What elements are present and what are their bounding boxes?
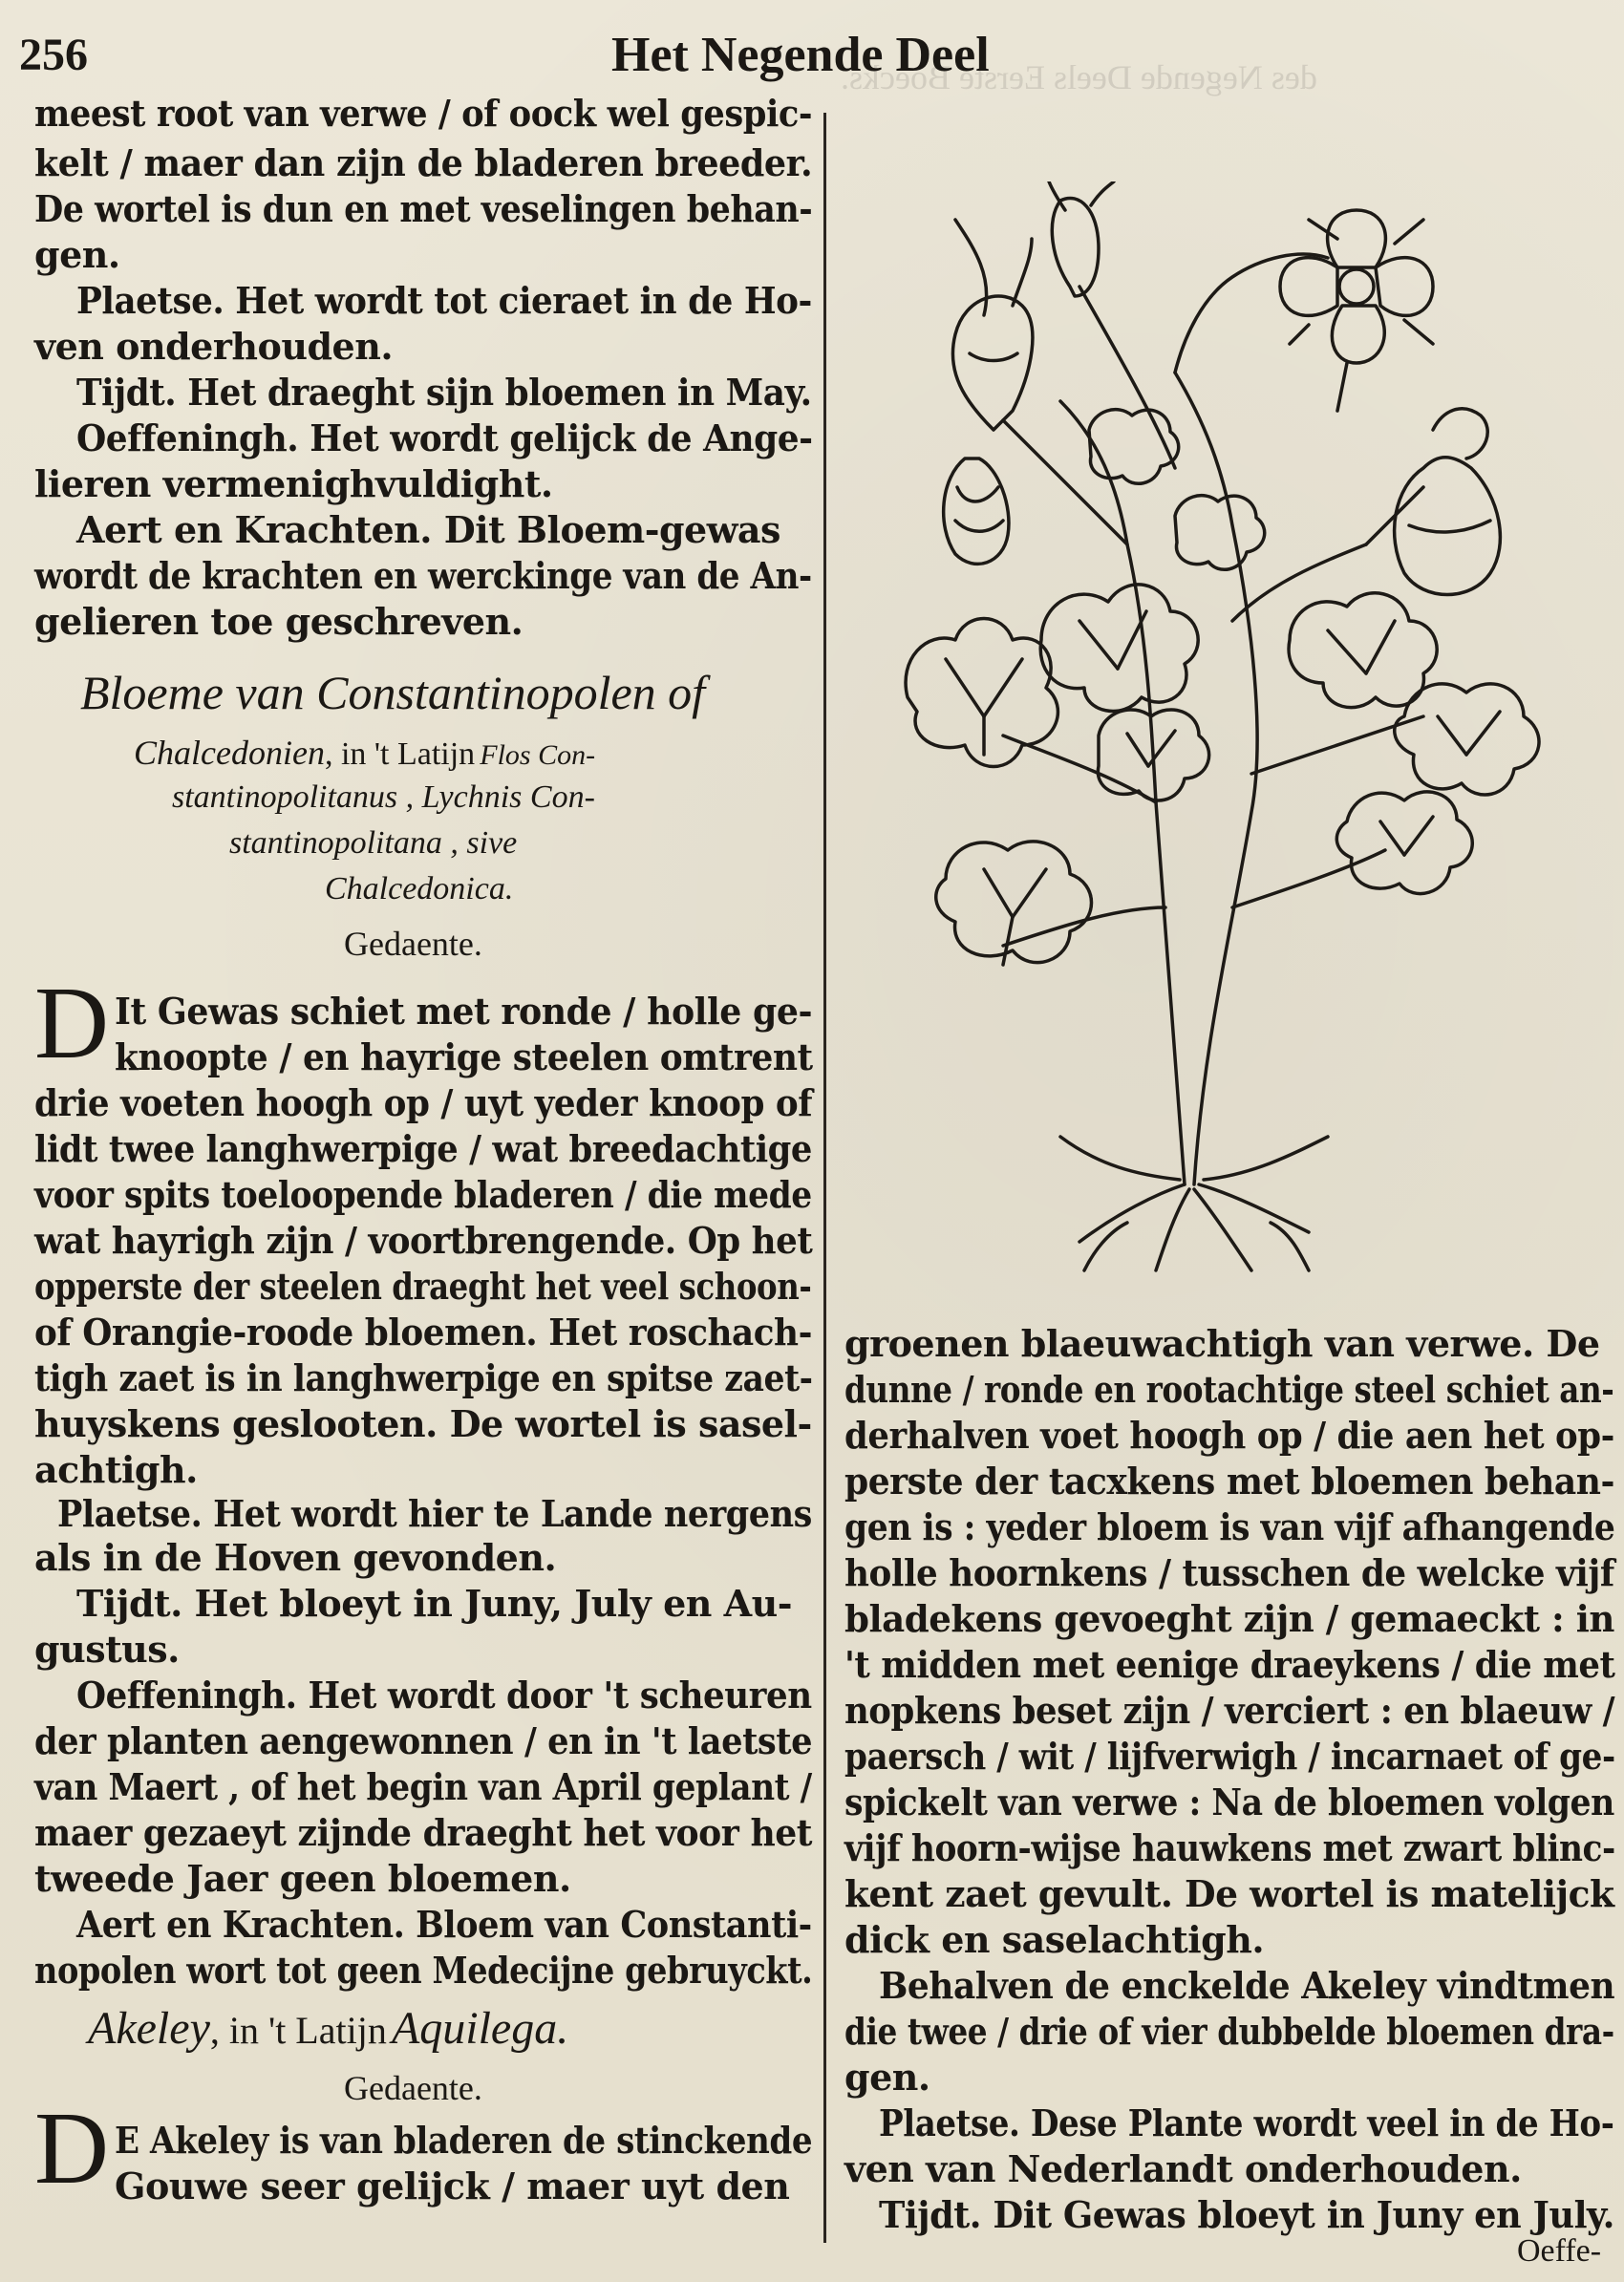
text-line: De wortel is dun en met veselingen behan- bbox=[34, 187, 813, 230]
text-line: Tijdt. Het bloeyt in Juny, July en Au- bbox=[76, 1582, 792, 1625]
text-line: lieren vermenighvuldight. bbox=[34, 462, 553, 505]
text-line: vijf hoorn-wijse hauwkens met zwart blinc- bbox=[844, 1826, 1615, 1869]
column-rule bbox=[823, 113, 826, 2243]
stem bbox=[1232, 544, 1366, 621]
text-line: ven van Nederlandt onderhouden. bbox=[844, 2147, 1522, 2190]
text-line: paersch / wit / lijfverwigh / incarnaet of ge- bbox=[844, 1735, 1615, 1778]
text-line: derhalven voet hoogh op / die aen het op- bbox=[844, 1414, 1614, 1457]
leaf-cluster bbox=[1336, 792, 1472, 894]
text-line: Plaetse. Dese Plante wordt veel in de Ho- bbox=[879, 2101, 1614, 2144]
text-line: Aert en Krachten. Dit Bloem-gewas bbox=[76, 508, 780, 551]
text-line: tigh zaet is in langhwerpige en spitse zaet- bbox=[34, 1356, 813, 1399]
text-line: huyskens geslooten. De wortel is sasel- bbox=[34, 1402, 812, 1445]
subheading: Gedaente. bbox=[344, 925, 482, 963]
text-line: nopkens beset zijn / verciert : en blaeuw / bbox=[844, 1689, 1615, 1732]
text-line: lidt twee langhwerpige / wat breedachtige bbox=[34, 1127, 812, 1170]
text-line: gustus. bbox=[34, 1628, 180, 1671]
stem bbox=[1175, 254, 1328, 373]
page-number: 256 bbox=[19, 30, 88, 80]
text-line: Plaetse. Het wordt tot cieraet in de Ho- bbox=[76, 279, 812, 322]
text-line: Tijdt. Het draeght sijn bloemen in May. bbox=[76, 371, 812, 414]
heading-text: Chalcedonien bbox=[134, 734, 325, 772]
text-line: nopolen wort tot geen Medecijne gebruyckt. bbox=[34, 1949, 813, 1992]
text-line: bladekens gevoeght zijn / gemaeckt : in bbox=[844, 1597, 1614, 1640]
text-line: holle hoornkens / tusschen de welcke vijf bbox=[844, 1551, 1614, 1594]
text-line: kent zaet gevult. De wortel is matelijck bbox=[844, 1872, 1614, 1915]
text-line: die twee / drie of vier dubbelde bloemen dra- bbox=[844, 2010, 1614, 2053]
section-heading bbox=[88, 2003, 569, 2054]
text-line: voor spits toeloopende bladeren / die mede bbox=[34, 1173, 812, 1216]
heading-line bbox=[134, 736, 595, 771]
text-line: E Akeley is van bladeren de stinckende bbox=[115, 2119, 813, 2162]
leaf-cluster bbox=[1289, 593, 1437, 708]
text-line: perste der tacxkens met bloemen behan- bbox=[844, 1460, 1614, 1503]
text-line: der planten aengewonnen / en in 't laetste bbox=[34, 1719, 813, 1762]
text-line: dick en saselachtigh. bbox=[844, 1918, 1265, 1961]
heading-text: Flos Con- bbox=[480, 739, 596, 771]
subheading: Gedaente. bbox=[344, 2069, 482, 2107]
text-line: van Maert , of het begin van April geplant / bbox=[34, 1765, 812, 1808]
heading-line: stantinopolitana , sive bbox=[229, 825, 518, 861]
leaf-cluster bbox=[1040, 585, 1198, 712]
text-line: opperste der steelen draeght het veel schoon- bbox=[34, 1265, 812, 1308]
stem bbox=[1079, 287, 1175, 468]
drop-cap: D bbox=[34, 967, 109, 1080]
text-line: achtigh. bbox=[34, 1448, 198, 1491]
text-line: gen. bbox=[844, 2056, 930, 2099]
heading-text: , in 't Latijn bbox=[324, 736, 476, 772]
text-line: Gouwe seer gelijck / maer uyt den bbox=[115, 2165, 790, 2207]
text-line: groenen blaeuwachtigh van verwe. De bbox=[844, 1322, 1600, 1365]
flower-bud bbox=[1049, 181, 1114, 296]
bleed-through-text: des Negende Deels Eerste Boecks. bbox=[841, 58, 1317, 96]
text-line: gelieren toe geschreven. bbox=[34, 600, 524, 643]
text-line: Oeffeningh. Het wordt door 't scheuren bbox=[76, 1674, 812, 1717]
text-line: meest root van verwe / of oock wel gespic- bbox=[34, 92, 813, 135]
open-flower bbox=[1280, 210, 1433, 411]
stem bbox=[1251, 716, 1423, 774]
root-system bbox=[1060, 1137, 1328, 1270]
text-line: Oeffeningh. Het wordt gelijck de Ange- bbox=[76, 416, 813, 459]
text-line: gen. bbox=[34, 233, 120, 276]
leaf-cluster bbox=[1395, 684, 1539, 795]
heading-line: Chalcedonica. bbox=[325, 871, 514, 906]
text-line: als in de Hoven gevonden. bbox=[34, 1536, 557, 1579]
text-line: Tijdt. Dit Gewas bloeyt in Juny en July. bbox=[879, 2193, 1614, 2236]
stem bbox=[1003, 420, 1127, 544]
leaf-cluster bbox=[936, 842, 1092, 965]
leaf-cluster bbox=[906, 619, 1058, 767]
heading-line: stantinopolitanus , Lychnis Con- bbox=[172, 779, 595, 815]
catchword: Oeffe- bbox=[1517, 2233, 1602, 2269]
stem bbox=[1232, 850, 1385, 907]
text-line: knoopte / en hayrige steelen omtrent bbox=[115, 1035, 813, 1078]
text-line: Behalven de enckelde Akeley vindtmen bbox=[879, 1964, 1615, 2007]
section-heading: Bloeme van Constantinopolen of bbox=[80, 666, 706, 719]
text-line: of Orangie-roode bloemen. Het roschach- bbox=[34, 1311, 812, 1354]
text-line: It Gewas schiet met ronde / holle ge- bbox=[115, 990, 813, 1033]
text-line: tweede Jaer geen bloemen. bbox=[34, 1857, 571, 1900]
running-title: Het Negende Deel bbox=[611, 28, 990, 82]
heading-text: Aquilega. bbox=[391, 2003, 569, 2054]
drop-cap: D bbox=[34, 2092, 109, 2206]
text-line: ven onderhouden. bbox=[34, 325, 394, 368]
plant-drawing bbox=[906, 181, 1539, 1270]
akeley-woodcut-illustration bbox=[888, 181, 1576, 1280]
text-line: kelt / maer dan zijn de bladeren breeder. bbox=[34, 141, 813, 184]
text-line: dunne / ronde en rootachtige steel schiet an- bbox=[844, 1368, 1614, 1411]
text-line: wat hayrigh zijn / voortbrengende. Op het bbox=[34, 1219, 813, 1262]
text-line: drie voeten hoogh op / uyt yeder knoop of bbox=[34, 1081, 813, 1124]
flower-bud bbox=[952, 220, 1033, 430]
text-line: spickelt van verwe : Na de bloemen volgen bbox=[844, 1781, 1614, 1823]
hanging-flower bbox=[944, 459, 1009, 564]
text-line: Plaetse. Het wordt hier te Lande nergens bbox=[57, 1492, 812, 1535]
text-line: gen is : yeder bloem is van vijf afhangende bbox=[844, 1505, 1615, 1548]
heading-text: Akeley bbox=[88, 2003, 210, 2054]
text-line: Aert en Krachten. Bloem van Constanti- bbox=[76, 1903, 812, 1946]
text-line: 't midden met eenige draeykens / die met bbox=[844, 1643, 1615, 1686]
text-line: maer gezaeyt zijnde draeght het voor het bbox=[34, 1811, 813, 1854]
stem bbox=[1003, 907, 1165, 946]
heading-text: , in 't Latijn bbox=[209, 2009, 387, 2052]
leaf-cluster bbox=[1175, 496, 1265, 570]
hanging-flower bbox=[1366, 409, 1500, 595]
text-line: wordt de krachten en werckinge van de An- bbox=[34, 554, 812, 597]
